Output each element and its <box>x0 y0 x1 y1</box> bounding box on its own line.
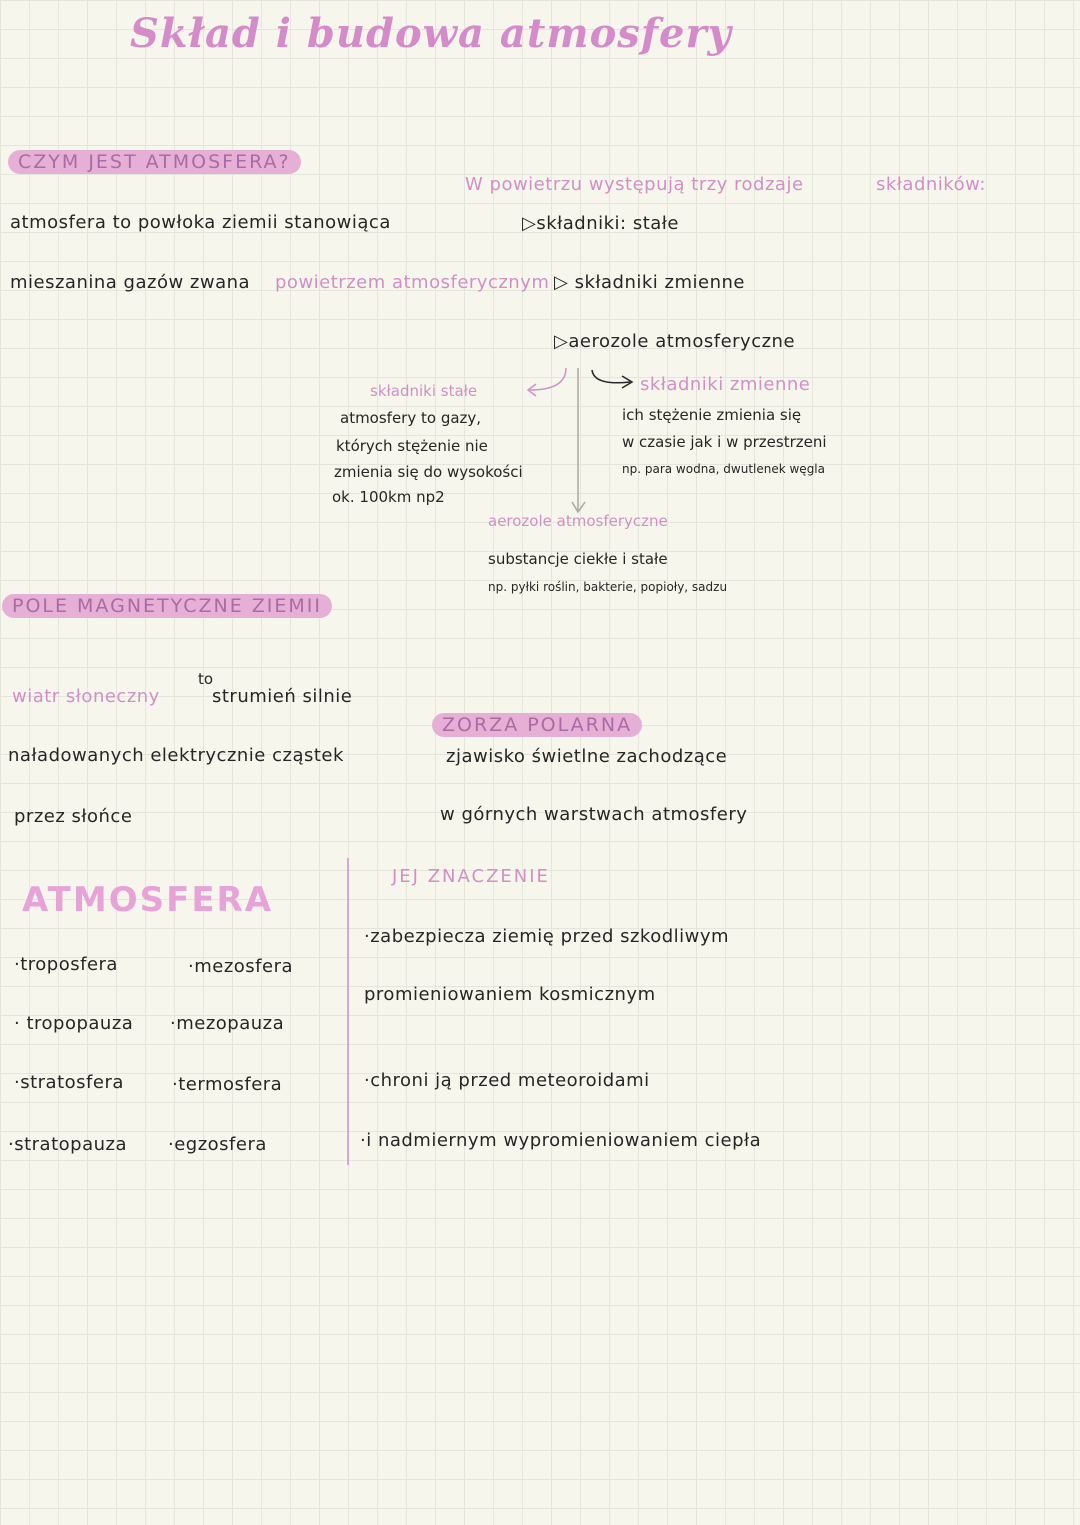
page-title: Skład i budowa atmosfery <box>130 10 732 57</box>
layer-item: ·mezosfera <box>188 956 294 977</box>
aerozole-example: np. pyłki roślin, bakterie, popioły, sadzu <box>488 580 728 594</box>
zorza-line-1: zjawisko świetlne zachodzące <box>446 746 728 767</box>
pole-line-1a: wiatr słoneczny <box>12 686 160 707</box>
layer-item: ·egzosfera <box>168 1134 267 1155</box>
type-item-1-label: składniki: stałe <box>536 213 679 234</box>
pole-to: to <box>198 670 214 688</box>
znaczenie-heading: JEJ ZNACZENIE <box>392 866 550 887</box>
layer-item: ·mezopauza <box>170 1013 285 1034</box>
stale-label: składniki stałe <box>370 382 478 400</box>
zmienne-label: składniki zmienne <box>640 374 811 395</box>
layer-item: ·stratopauza <box>8 1134 128 1155</box>
layer-item: · tropopauza <box>14 1013 134 1034</box>
section-heading-warstwy: ATMOSFERA <box>22 880 274 920</box>
type-item-3-label: aerozole atmosferyczne <box>568 331 796 352</box>
definition-line-2b: powietrzem atmosferycznym <box>275 272 550 293</box>
stale-line-2: których stężenie nie <box>336 437 488 455</box>
znaczenie-line-2: promieniowaniem kosmicznym <box>364 984 656 1005</box>
triangle-bullet-icon: ▷ <box>554 331 569 352</box>
definition-line-1: atmosfera to powłoka ziemii stanowiąca <box>10 212 391 233</box>
zmienne-line-1: ich stężenie zmienia się <box>622 406 802 424</box>
layer-item: ·troposfera <box>14 954 118 975</box>
section-heading-atmosfera: CZYM JEST ATMOSFERA? <box>8 150 301 174</box>
section-heading-zorza: ZORZA POLARNA <box>432 713 642 737</box>
triangle-bullet-icon: ▷ <box>554 272 575 293</box>
layer-item: ·termosfera <box>172 1074 283 1095</box>
section-heading-pole: POLE MAGNETYCZNE ZIEMII <box>2 594 332 618</box>
triangle-bullet-icon: ▷ <box>522 213 537 234</box>
type-item-2-label: składniki zmienne <box>574 272 745 293</box>
zorza-line-2: w górnych warstwach atmosfery <box>440 804 748 825</box>
znaczenie-line-3: ·chroni ją przed meteoroidami <box>364 1070 650 1091</box>
znaczenie-line-4: ·i nadmiernym wypromieniowaniem ciepła <box>360 1130 762 1151</box>
znaczenie-line-1: ·zabezpiecza ziemię przed szkodliwym <box>364 926 730 947</box>
stale-line-4: ok. 100km np2 <box>332 488 445 506</box>
stale-line-3: zmienia się do wysokości <box>334 463 523 481</box>
definition-line-2a: mieszanina gazów zwana <box>10 272 251 293</box>
aerozole-line: substancje ciekłe i stałe <box>488 550 668 568</box>
types-intro: W powietrzu występują trzy rodzaje <box>465 174 804 195</box>
pole-line-2: naładowanych elektrycznie cząstek <box>8 745 344 766</box>
pole-line-3: przez słońce <box>14 806 133 827</box>
zmienne-example: np. para wodna, dwutlenek węgla <box>622 462 825 476</box>
types-intro-end: składników: <box>876 174 986 195</box>
pole-line-1b: strumień silnie <box>212 686 353 707</box>
stale-line-1: atmosfery to gazy, <box>340 409 482 427</box>
zmienne-line-2: w czasie jak i w przestrzeni <box>622 433 827 451</box>
layer-item: ·stratosfera <box>14 1072 124 1093</box>
aerozole-label: aerozole atmosferyczne <box>488 512 668 530</box>
